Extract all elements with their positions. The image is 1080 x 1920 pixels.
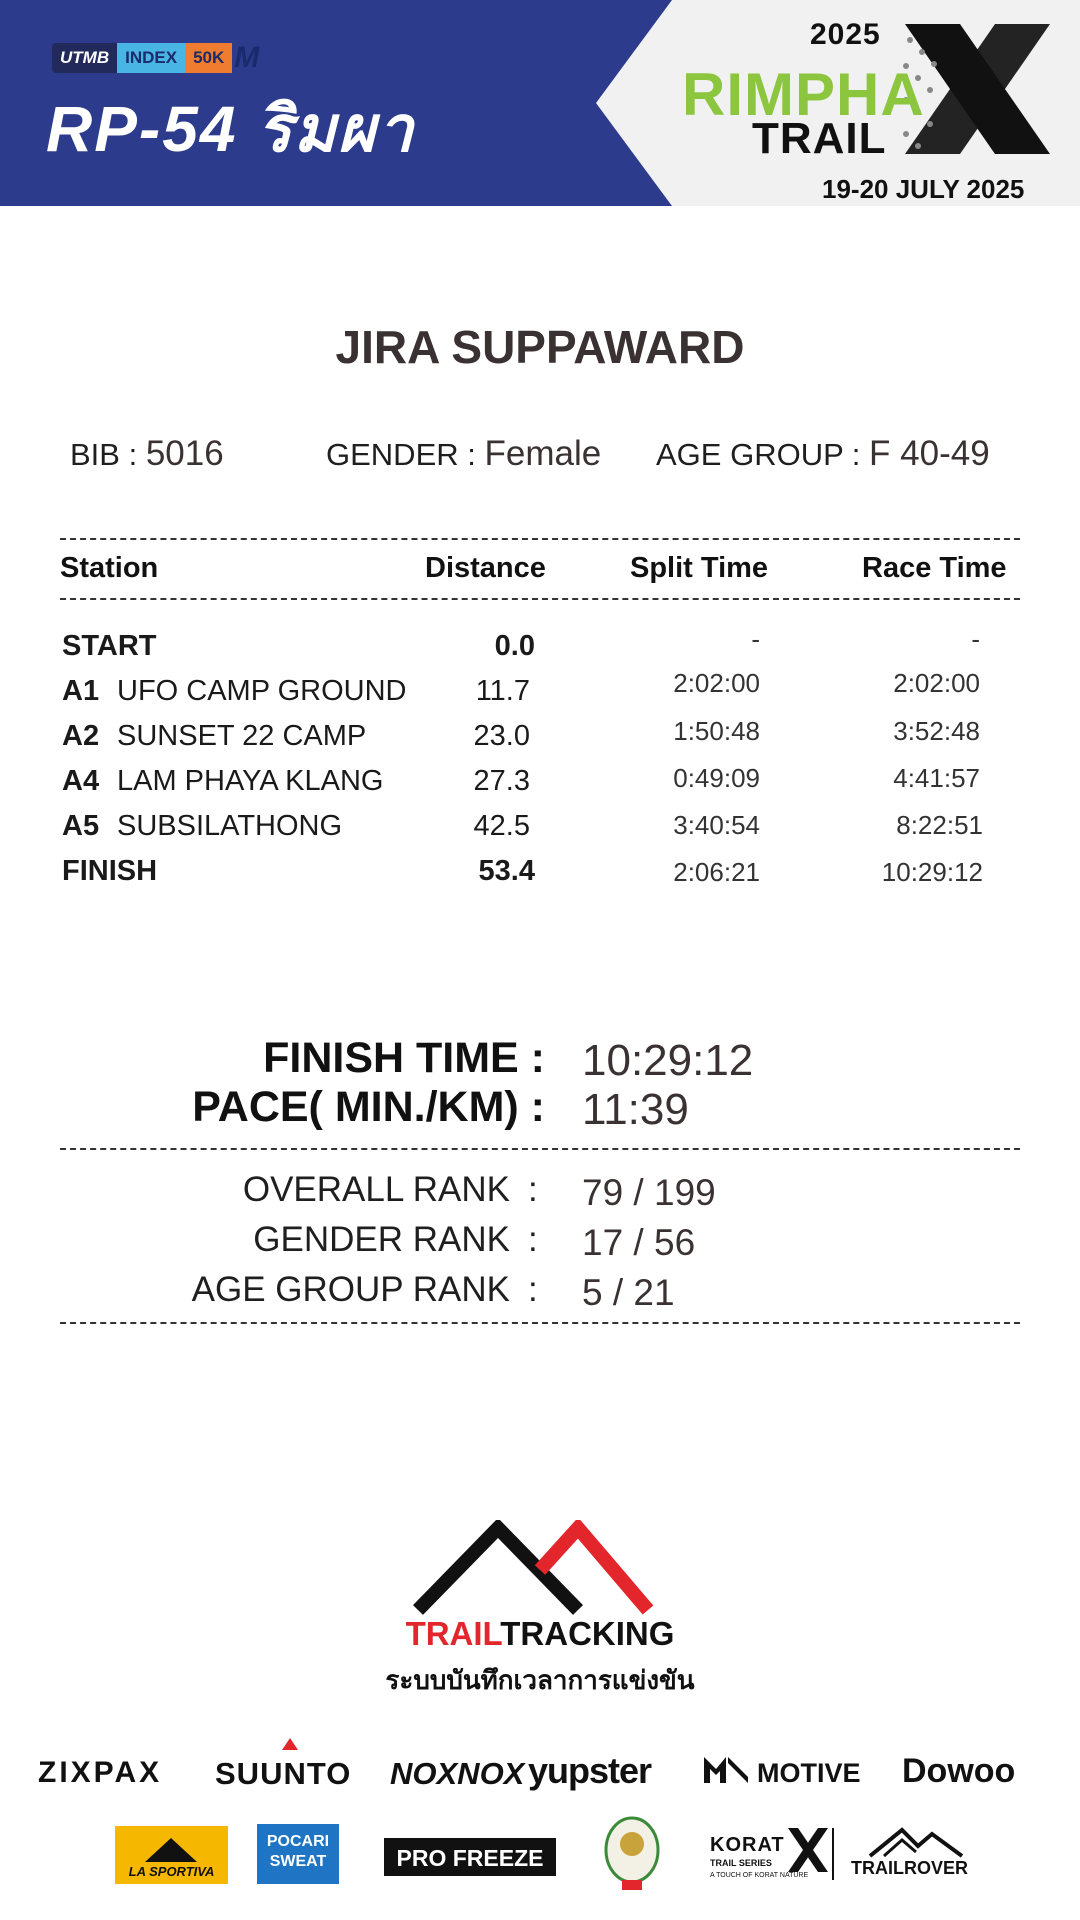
race-time-cell: 2:02:00 (893, 668, 980, 698)
gender-rank-colon: : (528, 1220, 538, 1259)
station-code: A4 (62, 765, 100, 797)
athlete-name: JIRA SUPPAWARD (335, 321, 745, 373)
bib-info (70, 434, 224, 474)
sponsor-korat-trail-series (710, 1828, 830, 1888)
bib-label: BIB : (70, 437, 138, 472)
utmb-index-badge (52, 42, 259, 74)
overall-rank-colon: : (528, 1170, 538, 1209)
la-sportiva-text: LA SPORTIVA (128, 1864, 215, 1879)
age-group-label: AGE GROUP : (656, 437, 861, 472)
station-name: START (62, 630, 157, 662)
event-name-trail: TRAIL (752, 114, 887, 163)
station-name: LAM PHAYA KLANG (117, 765, 384, 797)
trail-series-text: TRAIL SERIES (710, 1858, 772, 1868)
age-group-rank-colon: : (528, 1270, 538, 1309)
pocari-logo-icon: POCARI SWEAT (266, 1833, 330, 1870)
bib-value: 5016 (145, 434, 224, 473)
tracker-subtitle: ระบบบันทึกเวลาการแข่งขัน (385, 1665, 695, 1695)
race-time-cell: 8:22:51 (896, 810, 983, 840)
divider (60, 1148, 1020, 1150)
sponsor-zixpax: ZIXPAX (38, 1756, 163, 1789)
sponsor-pro-freeze (384, 1838, 556, 1876)
divider (60, 538, 1020, 540)
event-date: 19-20 JULY 2025 (822, 174, 1025, 204)
divider (60, 598, 1020, 600)
race-code: RP-54 ริมผา (46, 93, 416, 165)
index-chip: INDEX (117, 43, 185, 73)
sponsor-pocari-sweat (257, 1824, 339, 1884)
tracker-trail-word: TRAIL (405, 1615, 501, 1652)
motive-logo-icon (704, 1757, 748, 1783)
government-seal-icon (600, 1814, 664, 1894)
trailtracking-wordmark (0, 1615, 1080, 1653)
sponsor-la-sportiva (115, 1826, 228, 1884)
station-name: FINISH (62, 855, 158, 887)
split-cell: - (751, 624, 760, 654)
sponsor-motive: MOTIVE (757, 1758, 861, 1788)
event-header-banner (0, 0, 1080, 206)
split-cell: 2:06:21 (673, 857, 760, 887)
split-cell: 0:49:09 (673, 763, 760, 793)
distance-cell: 11.7 (475, 675, 530, 707)
event-name-rimpha: RIMPHA (682, 61, 925, 128)
finish-time-value: 10:29:12 (582, 1036, 754, 1085)
trailrover-mountain-logo-icon (866, 1826, 966, 1860)
pace-value: 11:39 (582, 1085, 689, 1134)
race-time-cell: 3:52:48 (893, 716, 980, 746)
station-name: SUBSILATHONG (117, 810, 343, 842)
utmb-chip: UTMB (52, 43, 117, 73)
station-name: UFO CAMP GROUND (117, 675, 407, 707)
distance-cell: 0.0 (494, 630, 535, 662)
distance-cell: 27.3 (473, 765, 530, 797)
gender-label: GENDER : (326, 437, 476, 472)
age-group-rank-label: AGE GROUP RANK (191, 1270, 510, 1309)
age-group-info (656, 434, 990, 474)
korat-x-logo-icon (788, 1828, 828, 1872)
pro-freeze-text: PRO FREEZE (396, 1845, 544, 1871)
gender-rank-value: 17 / 56 (582, 1222, 696, 1263)
divider (60, 1322, 1020, 1324)
gender-rank-label: GENDER RANK (253, 1220, 510, 1259)
trailtracking-mountain-logo-icon (410, 1520, 670, 1615)
finish-time-label: FINISH TIME : (263, 1034, 545, 1082)
distance-cell: 23.0 (473, 720, 530, 752)
suunto-logo-icon (282, 1738, 298, 1750)
column-header-distance: Distance (425, 552, 546, 584)
column-header-station: Station (60, 552, 159, 584)
sponsor-suunto: SUUNTO (215, 1756, 352, 1791)
station-code: A1 (62, 675, 100, 707)
split-cell: 3:40:54 (673, 810, 760, 840)
event-year: 2025 (810, 18, 881, 51)
distance-cell: 42.5 (473, 810, 530, 842)
column-header-race: Race Time (862, 552, 1007, 584)
race-time-cell: - (971, 624, 980, 654)
station-name: SUNSET 22 CAMP (117, 720, 367, 752)
distance-cell: 53.4 (478, 855, 535, 887)
station-code: A5 (62, 810, 100, 842)
pace-label: PACE( MIN./KM) : (192, 1083, 545, 1131)
sponsor-dowoo: Dowoo (902, 1752, 1016, 1790)
column-header-split: Split Time (630, 552, 769, 584)
logo-separator (832, 1828, 834, 1880)
age-group-value: F 40-49 (869, 434, 990, 473)
split-cell: 2:02:00 (673, 668, 760, 698)
m-mark-icon: M (234, 41, 260, 74)
station-code: A2 (62, 720, 100, 752)
distance-chip: 50K (185, 43, 232, 73)
race-time-cell: 4:41:57 (893, 763, 980, 793)
split-cell: 1:50:48 (673, 716, 760, 746)
korat-text: KORAT (710, 1834, 785, 1856)
overall-rank-value: 79 / 199 (582, 1172, 716, 1213)
sponsor-trailrover: TRAILROVER (851, 1858, 968, 1878)
gender-info (326, 434, 601, 474)
age-group-rank-value: 5 / 21 (582, 1272, 675, 1313)
race-time-cell: 10:29:12 (881, 857, 983, 887)
gender-value: Female (484, 434, 602, 473)
sponsor-yupster: yupster (528, 1750, 652, 1791)
korat-tagline: A TOUCH OF KORAT NATURE (710, 1872, 809, 1879)
overall-rank-label: OVERALL RANK (242, 1170, 510, 1209)
tracker-tracking-word: TRACKING (500, 1615, 675, 1652)
sponsor-noxnox: NOXNOX (390, 1756, 525, 1791)
